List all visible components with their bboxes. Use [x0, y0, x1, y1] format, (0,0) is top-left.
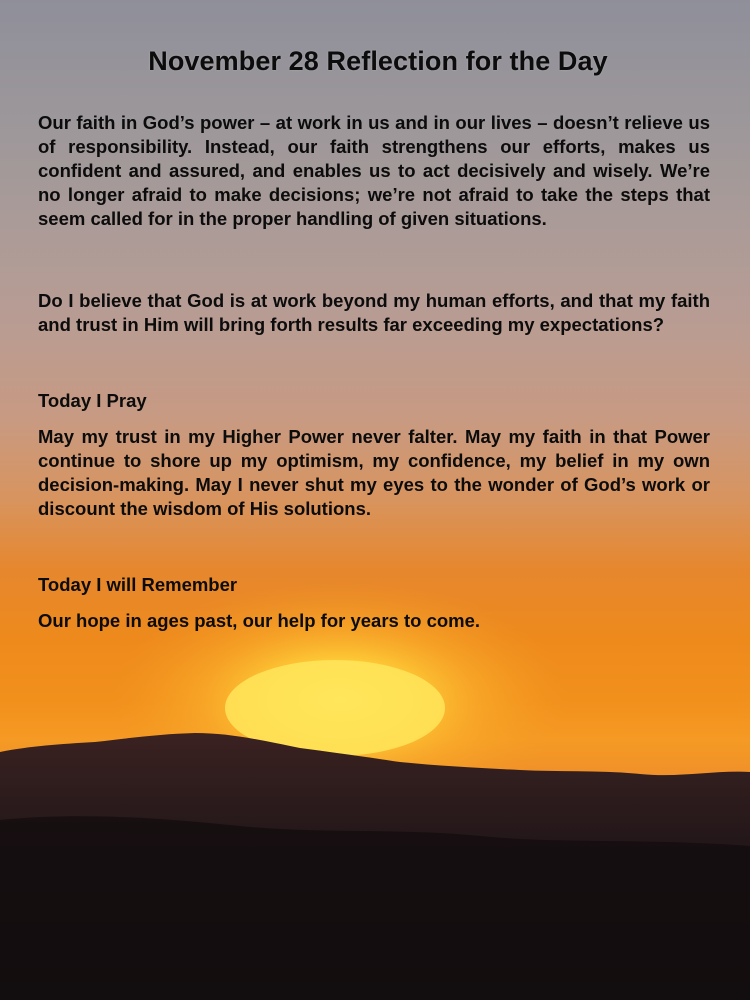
reflection-paragraph: Our faith in God’s power – at work in us and in our lives – doesn’t relieve us of responsibility. Instead, our faith strengthens our efforts, makes us confident and assured, and enables us to act decisively and wisely. We’re no longer afraid to make decisions; we’re not afraid to take the steps that seem called for in the proper handling of given situations.: [38, 112, 710, 229]
reflection-card: [38, 46, 710, 633]
prayer-paragraph: May my trust in my Higher Power never falter. May my faith in that Power continue to shore up my optimism, my confidence, my belief in my own decision-making. May I never shut my eyes to the wonder of God’s work or discount the wisdom of His solutions.: [38, 426, 710, 519]
reflection-question: Do I believe that God is at work beyond my human efforts, and that my faith and trust in Him will bring forth results far exceeding my expectations?: [38, 290, 710, 335]
remember-text: Our hope in ages past, our help for years to come.: [38, 610, 481, 631]
today-i-will-remember-heading: Today I will Remember: [38, 574, 238, 595]
page-title: November 28 Reflection for the Day: [148, 46, 608, 76]
today-i-pray-heading: Today I Pray: [38, 390, 147, 411]
foreground-hills: [0, 816, 750, 1000]
